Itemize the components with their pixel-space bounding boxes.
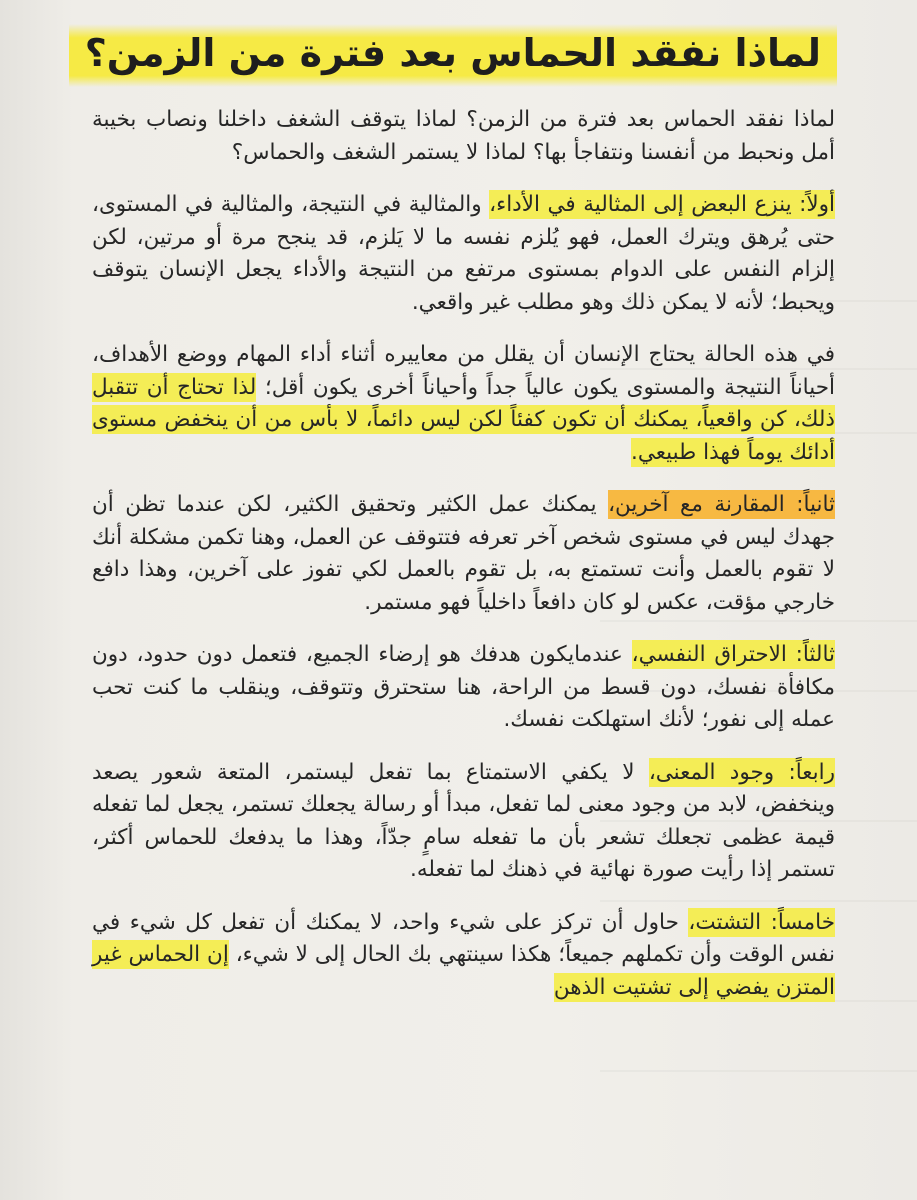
page-content — [92, 104, 835, 1024]
second-point-text: يمكنك عمل الكثير وتحقيق الكثير، لكن عندما تظن أن جهدك ليس في مستوى شخص آخر تعرفه فتتوقف عن العمل، وهنا تكمن مشكلة أنك لا تقوم بالعمل وأنت تستمتع به، بل تقوم بالعمل لكي تفوز على آخرين، وهذا دافع خارجي مؤقت، عكس لو كان دافعاً داخلياً فهو مستمر. — [92, 492, 835, 615]
first-point-text: والمثالية في النتيجة، والمثالية في المستوى، حتى يُرهق ويترك العمل، فهو يُلزم نفسه ما لا يَلزم، قد ينجح مرة أو مرتين، لكن إلزام النفس على الدوام بمستوى مرتفع من النتيجة والأداء يجعل الإنسان يتوقف ويحبط؛ لأنه لا يمكن ذلك وهو مطلب غير واقعي. — [92, 192, 835, 315]
fourth-point-paragraph — [92, 757, 835, 887]
second-point-paragraph — [92, 489, 835, 619]
first-point-paragraph — [92, 189, 835, 319]
third-point-paragraph — [92, 639, 835, 737]
fourth-point-text: لا يكفي الاستمتاع بما تفعل ليستمر، المتعة شعور يصعد وينخفض، لابد من وجود معنى لما تفعل، مبدأ أو رسالة يجعلك تستمر، يجعل لما تفعله قيمة عظمى تجعلك تشعر بأن ما تفعله سامٍ جدّاً، وهذا ما يدفعك للحماس أكثر، تستمر إذا رأيت صورة نهائية في ذهنك لما تفعله. — [92, 759, 835, 882]
page-title: لماذا نفقد الحماس بعد فترة من الزمن؟ — [69, 24, 837, 87]
second-point-highlight: ثانياً: المقارنة مع آخرين، — [608, 492, 835, 517]
third-point-highlight: ثالثاً: الاحتراق النفسي، — [631, 642, 835, 667]
first-point-highlight: أولاً: ينزع البعض إلى المثالية في الأداء، — [489, 192, 835, 217]
third-point-text: عندمايكون هدفك هو إرضاء الجميع، فتعمل دون حدود، دون مكافأة نفسك، دون قسط من الراحة، هنا ستحترق وتتوقف، وينقلب ما كنت تحب عمله إلى نفور؛ لأنك استهلكت نفسك. — [92, 642, 835, 732]
first-continuation-text: في هذه الحالة يحتاج الإنسان أن يقلل من معاييره أثناء أداء المهام ووضع الأهداف، أحياناً النتيجة والمستوى يكون عالياً جداً وأحياناً أخرى يكون أقل؛ — [92, 342, 835, 400]
title-container — [80, 24, 837, 87]
first-continuation-highlight: لذا تحتاج أن تتقبل ذلك، كن واقعياً، يمكنك أن تكون كفئاً لكن ليس دائماً، لا بأس من أن ينخفض مستوى أدائك يوماً فهذا طبيعي. — [92, 374, 835, 465]
first-point-continuation — [92, 339, 835, 469]
intro-paragraph: لماذا نفقد الحماس بعد فترة من الزمن؟ لماذا يتوقف الشغف داخلنا ونصاب بخيبة أمل ونحبط من أنفسنا ونتفاجأ بها؟ لماذا لا يستمر الشغف والحماس؟ — [92, 107, 835, 165]
bleed-through-line — [600, 1070, 917, 1072]
fifth-point-paragraph — [92, 907, 835, 1005]
fifth-point-end-highlight: إن الحماس غير المتزن يفضي إلى تشتيت الذهن — [92, 942, 835, 1000]
fifth-point-text: حاول أن تركز على شيء واحد، لا يمكنك أن تفعل كل شيء في نفس الوقت وأن تكملهم جميعاً؛ هكذا سينتهي بك الحال إلى لا شيء، — [92, 909, 835, 967]
fifth-point-highlight: خامساً: التشتت، — [688, 909, 835, 935]
fourth-point-highlight: رابعاً: وجود المعنى، — [648, 759, 835, 785]
